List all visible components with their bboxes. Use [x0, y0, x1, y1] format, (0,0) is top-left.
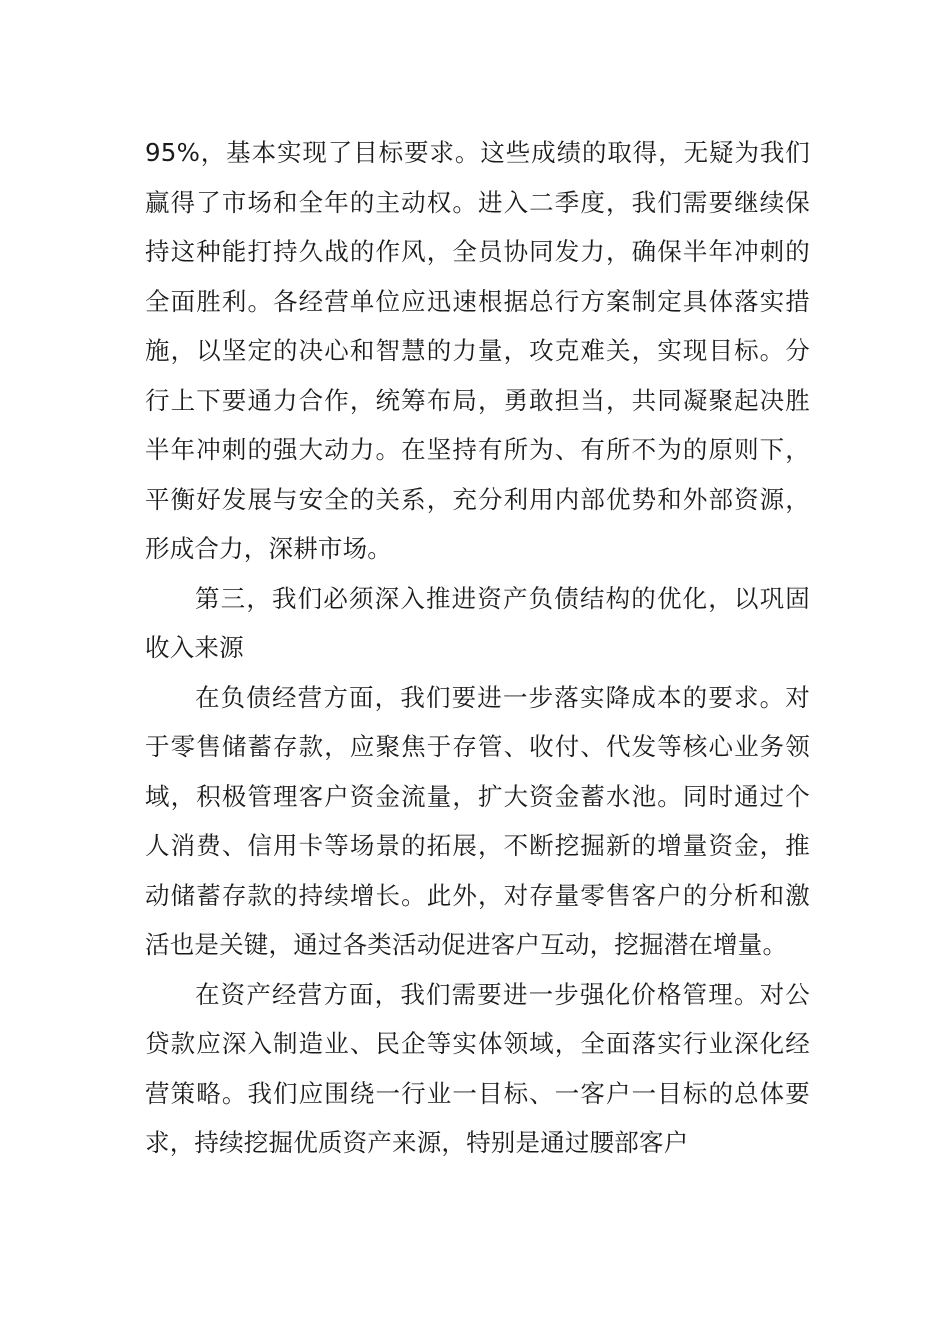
paragraph-liability-operations: 在负债经营方面，我们要进一步落实降成本的要求。对于零售储蓄存款，应聚焦于存管、收付、代发等核心业务领域，积极管理客户资金流量，扩大资金蓄水池。同时通过个人消费、信用卡等场景的拓展，不断挖掘新的增量资金，推动储蓄存款的持续增长。此外，对存量零售客户的分析和激活也是关键，通过各类活动促进客户互动，挖掘潜在增量。 [145, 682, 810, 959]
paragraph-asset-operations: 在资产经营方面，我们需要进一步强化价格管理。对公贷款应深入制造业、民企等实体领域，全面落实行业深化经营策略。我们应围绕一行业一目标、一客户一目标的总体要求，持续挖掘优质资产来源，特别是通过腰部客户 [145, 979, 810, 1157]
paragraph-continuation: 95%，基本实现了目标要求。这些成绩的取得，无疑为我们赢得了市场和全年的主动权。进入二季度，我们需要继续保持这种能打持久战的作风，全员协同发力，确保半年冲刺的全面胜利。各经营单位应迅速根据总行方案制定具体落实措施，以坚定的决心和智慧的力量，攻克难关，实现目标。分行上下要通力合作，统筹布局，勇敢担当，共同凝聚起决胜半年冲刺的强大动力。在坚持有所为、有所不为的原则下，平衡好发展与安全的关系，充分利用内部优势和外部资源，形成合力，深耕市场。 [145, 138, 810, 563]
section-heading-third: 第三，我们必须深入推进资产负债结构的优化，以巩固收入来源 [145, 583, 810, 662]
document-body [145, 128, 810, 1168]
